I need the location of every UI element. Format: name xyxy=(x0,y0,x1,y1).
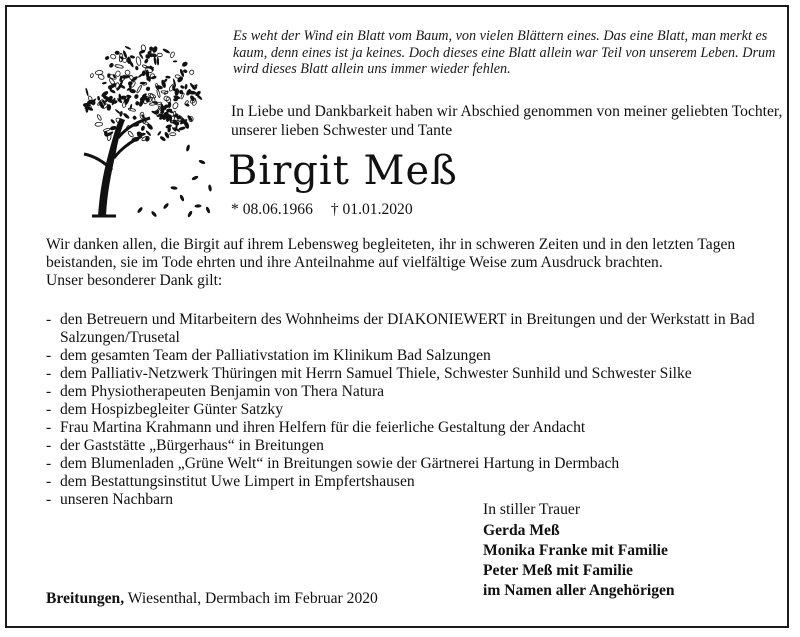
mourning-label: In stiller Trauer xyxy=(483,501,581,518)
tree-with-falling-leaves-icon xyxy=(70,38,220,218)
birth-date: * 08.06.1966 xyxy=(231,201,313,218)
place-rest: Wiesenthal, Dermbach im Februar 2020 xyxy=(124,590,378,607)
mourner-name: Gerda Meß xyxy=(483,522,560,539)
list-item: - unseren Nachbarn xyxy=(46,491,174,508)
place-and-date xyxy=(46,589,378,608)
list-item: - dem Bestattungsinstitut Uwe Limpert in Empfertshausen xyxy=(46,473,415,490)
life-dates xyxy=(231,200,413,219)
list-item: - den Betreuern und Mitarbeitern des Wohnheims der DIAKONIEWERT in Breitungen und der Werkstatt in Bad Salzungen/Trusetal xyxy=(46,311,755,346)
deceased-name: Birgit Meß xyxy=(228,148,458,194)
death-date: † 01.01.2020 xyxy=(330,201,413,218)
list-item: - dem gesamten Team der Palliativstation im Klinikum Bad Salzungen xyxy=(46,347,491,364)
list-item: - Frau Martina Krahmann und ihren Helfern für die feierliche Gestaltung der Andacht xyxy=(46,419,586,436)
mourner-names xyxy=(483,521,675,601)
list-item: - dem Palliativ-Netzwerk Thüringen mit Herrn Samuel Thiele, Schwester Sunhild und Schwester Silke xyxy=(46,365,692,382)
mourner-name: im Namen aller Angehörigen xyxy=(483,582,675,599)
list-item: - der Gaststätte „Bürgerhaus“ in Breitungen xyxy=(46,437,324,454)
list-item: - dem Hospizbegleiter Günter Satzky xyxy=(46,401,284,418)
place-bold: Breitungen, xyxy=(46,590,125,607)
thanks-text: Wir danken allen, die Birgit auf ihrem Lebensweg begleiteten, ihr in schweren Zeiten und in den letzten Tagen beistanden, sie im Tode ehrten und ihre Anteilnahme auf vielfältige Weise zum Ausdruck brachten. xyxy=(46,236,736,271)
mourner-name: Peter Meß mit Familie xyxy=(483,562,633,579)
memorial-quote: Es weht der Wind ein Blatt vom Baum, von vielen Blättern eines. Das eine Blatt, man merkt es kaum, denn eines ist ja keines. Doch dieses eine Blatt allein war Teil von unserem Leben. Drum wird dieses Blatt allein uns immer wieder fehlen. xyxy=(233,28,776,77)
signoff xyxy=(483,500,675,601)
thanks-paragraph xyxy=(46,236,746,290)
intro-text: In Liebe und Dankbarkeit haben wir Abschied genommen von meiner geliebten Tochter, unserer lieben Schwester und Tante xyxy=(231,103,783,139)
list-item: - dem Blumenladen „Grüne Welt“ in Breitungen sowie der Gärtnerei Hartung in Dermbach xyxy=(46,455,620,472)
list-item: - dem Physiotherapeuten Benjamin von Thera Natura xyxy=(46,383,385,400)
thanks-list xyxy=(46,311,766,509)
special-thanks-label: Unser besonderer Dank gilt: xyxy=(46,272,223,289)
mourner-name: Monika Franke mit Familie xyxy=(483,542,668,559)
